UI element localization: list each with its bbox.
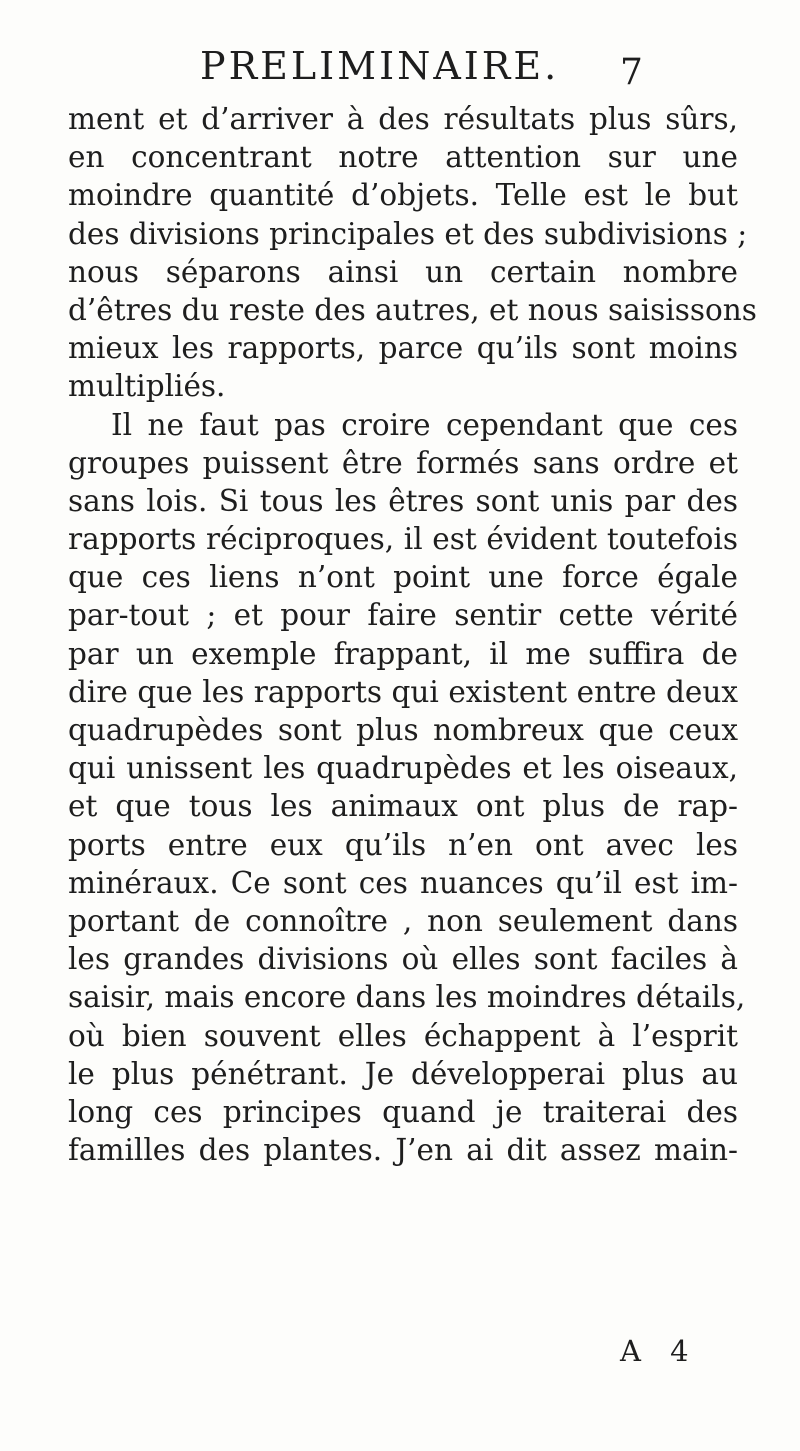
text-line: long ces principes quand je traiterai des [68,1094,738,1129]
running-head [200,44,643,94]
paragraph-start-line: Il ne faut pas croire cependant que ces [111,407,738,442]
text-line: que ces liens n’ont point une force égale [68,560,738,595]
signature-mark: A 4 [620,1334,699,1368]
text-line: les grandes divisions où elles sont faciles à [68,942,738,977]
text-line: ment et d’arriver à des résultats plus sûrs, [68,102,738,136]
text-line: par un exemple frappant, il me suffira de [68,636,738,671]
text-line: rapports réciproques, il est évident toutefois [68,522,738,557]
text-line: saisir, mais encore dans les moindres détails, [68,980,746,1015]
text-line: ports entre eux qu’ils n’en ont avec les [68,827,738,862]
body-text [68,100,757,1169]
paragraph-end-line: multipliés. [68,369,226,404]
text-line: moindre quantité d’objets. Telle est le but [68,178,738,213]
text-line: des divisions principales et des subdivisions ; [68,216,748,251]
page-number: 7 [620,52,643,93]
text-line: familles des plantes. J’en ai dit assez main- [68,1133,738,1168]
text-line: par-tout ; et pour faire sentir cette vérité [68,598,738,633]
text-line: portant de connoître , non seulement dans [68,903,738,938]
text-line: minéraux. Ce sont ces nuances qu’il est im- [68,865,738,900]
text-line: le plus pénétrant. Je développerai plus au [68,1056,738,1091]
text-line: quadrupèdes sont plus nombreux que ceux [68,713,738,747]
text-line: d’êtres du reste des autres, et nous saisissons [68,292,757,327]
text-line: et que tous les animaux ont plus de rap- [68,789,738,824]
text-line: qui unissent les quadrupèdes et les oiseaux, [68,751,738,786]
text-line: en concentrant notre attention sur une [68,140,738,175]
text-line: nous séparons ainsi un certain nombre [68,254,738,289]
text-line: groupes puissent être formés sans ordre et [68,445,738,480]
text-line: où bien souvent elles échappent à l’esprit [68,1018,738,1053]
running-title: PRELIMINAIRE. [200,44,560,88]
text-line: dire que les rapports qui existent entre deux [68,674,738,709]
text-line: sans lois. Si tous les êtres sont unis par des [68,483,738,518]
text-line: mieux les rapports, parce qu’ils sont moins [68,331,738,366]
